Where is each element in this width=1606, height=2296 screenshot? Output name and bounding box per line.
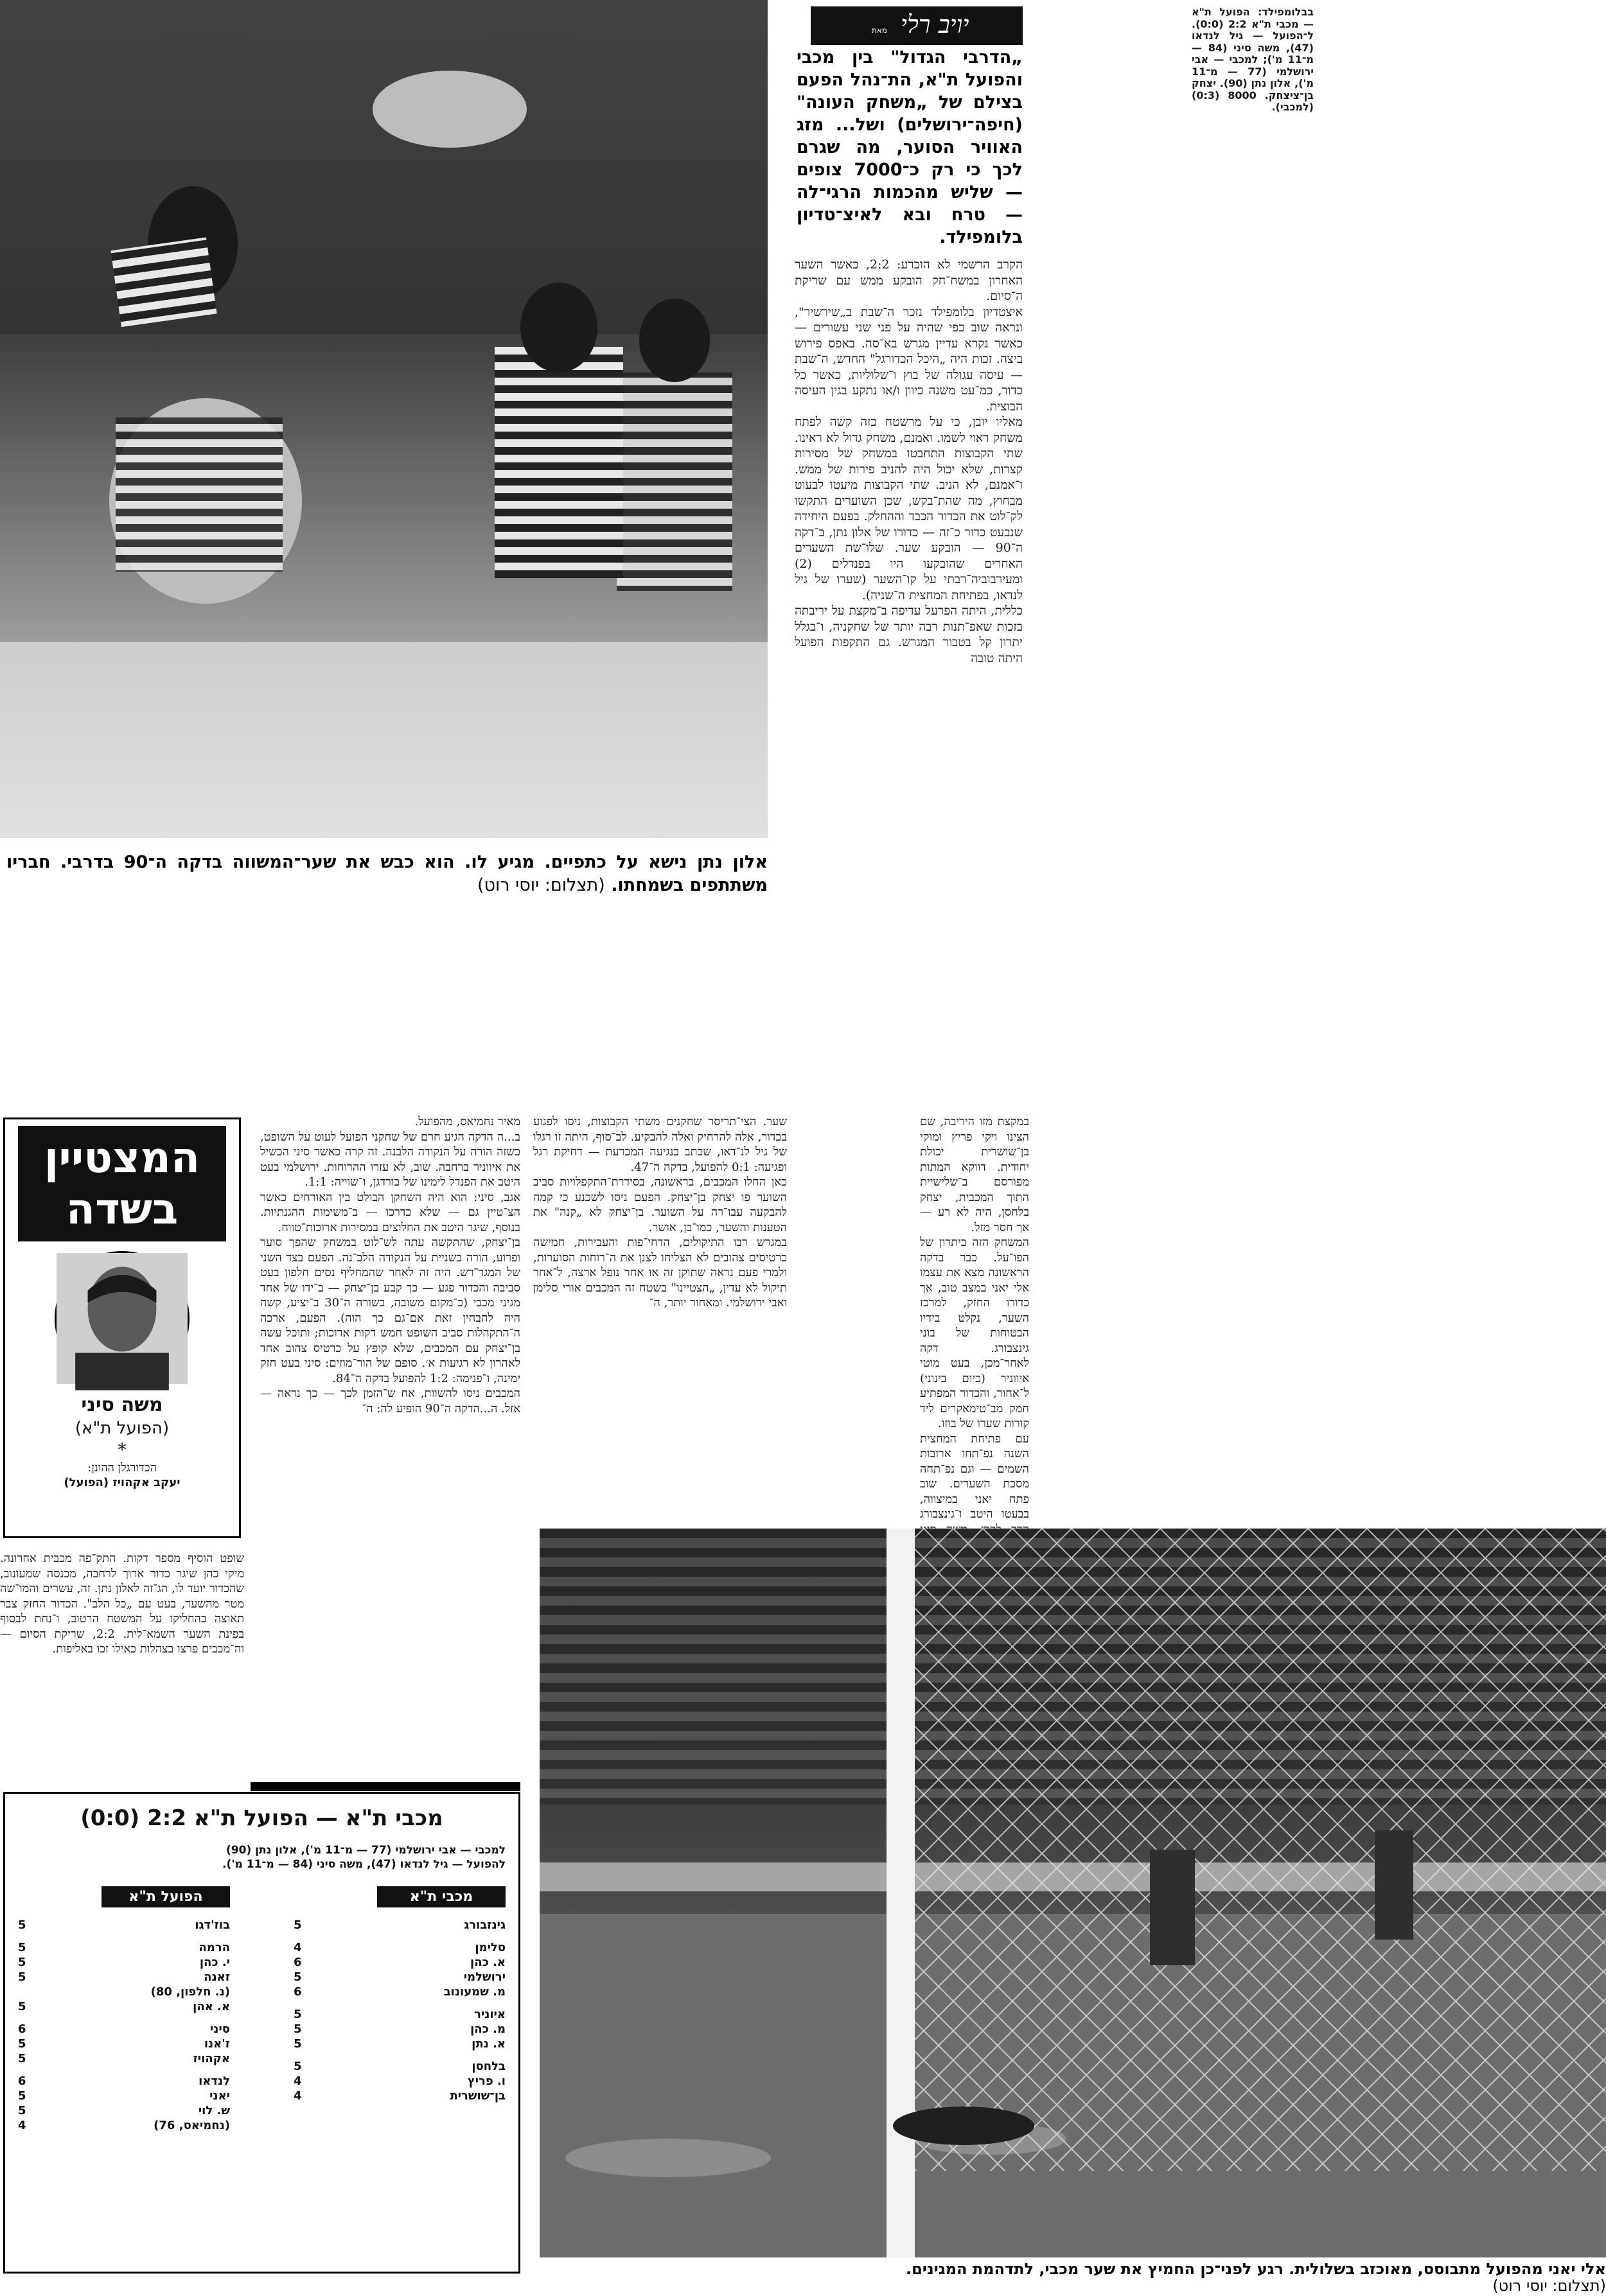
lineup-player-name: א. כהן: [470, 1956, 506, 1969]
lineup-row: [18, 2051, 230, 2066]
lineup-row: [18, 1999, 230, 2014]
lineup-player-score: 5: [18, 1941, 26, 1954]
lineup-player-name: הרמה: [199, 1941, 230, 1954]
score-box: [3, 1792, 520, 2274]
celebration-photo: [0, 0, 768, 838]
lineup-row: [294, 2007, 506, 2022]
lineup-row: [18, 2089, 230, 2103]
lineup-player-score: 6: [18, 2022, 26, 2036]
lineup-row: [294, 2022, 506, 2037]
lineup-row: [18, 2022, 230, 2037]
byline-handwritten: יויב רלי: [901, 10, 969, 39]
photo1-caption: אלון נתן נישא על כתפיים. מגיע לו. הוא כבש את שער־המשווה בדקה ה־90 בדרבי. חבריו משתתפים בשמחתו. (תצלום: יוסי רוט): [6, 852, 768, 895]
lineup-row: [294, 1932, 506, 1940]
photo2-credit: (תצלום: יוסי רוט): [1492, 2277, 1606, 2295]
lineup-player-score: 5: [18, 2052, 26, 2065]
hapoel-player-list: [18, 1918, 230, 2133]
lineup-player-name: א. אהן: [193, 2000, 230, 2013]
lineup-player-name: (נ. חלפון, 80): [150, 1985, 230, 1999]
lineup-player-name: בן־שושרית: [450, 2089, 506, 2103]
score-box-top-rule: [251, 1782, 520, 1791]
article-column-b: שער. הצי־תריסר שחקנים משתי הקבוצות, ניסו לפגוע בכדור, אלה להרחיק ואלה להבקיע. לב־סוף, היתה זו רגלו של גיל לנ־דאו, שכתב בנגיעה המכרעת — דחיקת רגל ופגיעה: 0:1 להפועל, בדקה ה־47. כאן החלו המכבים, בראשונה, בסידרת־התקפלויות סביב השוער פו יצחק בן־יצחק. הפעם ניסו לשכנע כי קמה להבקעה עבו־רה על השוער. בן־יצחק לא „קנה" את הטענות והשער, כמו־בן, אושר. במגרש רבו התיקולים, הדחי־פות והעבירות, חמישה כרטיסים צהובים לא הצליחו לצנן את ה־רוחות הסוערות, ולמרי פעם נראה שתוקן זה או אחר נופל ארצה, ל־אחר תיקול לא עדין, „הצטיינו" בשטח זה המכבים אורי סלימן ואבי ירושלמי. ומאחור יותר, ה־: [533, 1115, 787, 1310]
lineup-player-score: 5: [18, 2104, 26, 2117]
lineup-row: [18, 2103, 230, 2118]
lineup-player-score: 6: [294, 1956, 302, 1969]
hapoel-lineup: [18, 1886, 230, 2133]
maccabi-player-list: [294, 1918, 506, 2103]
lineup-player-score: 4: [18, 2119, 26, 2132]
lineup-row: [294, 2037, 506, 2051]
photo1-credit: (תצלום: יוסי רוט): [477, 875, 605, 895]
lineup-row: [18, 2037, 230, 2051]
lineup-player-score: 5: [294, 2037, 302, 2051]
lineup-row: [294, 1999, 506, 2007]
maccabi-header: מכבי ת"א: [377, 1886, 506, 1907]
coach-name: יעקב אקהויז (הפועל): [64, 1476, 181, 1489]
lineup-player-score: 4: [294, 2089, 302, 2103]
lineup-player-score: 5: [18, 2089, 26, 2103]
byline-prefix: מאת: [872, 26, 888, 35]
lineup-player-score: 6: [18, 2074, 26, 2088]
score-title: מכבי ת"א — הפועל ת"א 2:2 (0:0): [80, 1805, 443, 1831]
lineup-player-name: לנדאו: [199, 2074, 230, 2088]
lineup-player-name: י. כהן: [199, 1956, 230, 1969]
lineup-player-name: אקהויז: [193, 2052, 230, 2065]
standout-title-line1: המצטיין: [44, 1133, 200, 1182]
lineup-row: [18, 1985, 230, 1999]
player-name: משה סיני: [81, 1394, 163, 1416]
article-column-c: מאיר נחמיאס, מהפועל. ב...ה הדקה הגיע חרם של שחקני הפועל לעוט על השופט, כשזה הורה על הנקודה הלבנה. זה קרה כאשר סיני הכשיל את איווניר ברחבה. שוב, לא עזרו ההרוחות. ירושלמי בעט היטב את הפנדל לימינו של בורדגן, ו־שוייה: 1:1. אגב, סיני: הוא היה השחקן הבולט בין האורחים כאשר הצ־טיין גם — שלא כדרכו — ב־משימות ההגנתיות. בנוסף, שיגר היטב את החלוצים במסירות ארוכות־טווח. בן־יצחק, שהתקשה עתה לש־לוט במשחק שהפך סוער ופרוע, הורה בשניית על הנקודה הלב־נה. הפעם בצד השני של המגר־רש. היה זה לאחר שהמחליף נסים חלפון בעט סביבה והכדור פגע — כך קבע בן־יצחק — ב־ידו של אחד מגיני מכבי (כ־מקום משובה, בשורה ה־30 ב־יציע, קשה היה להבחין זאת אם־גם כך הוה). הפעם, ארכה ה־התקהלות סביב השופט חמש דקות ארוכות; ותוכל עשה בן־יצחק עם המכבים, שלא קופץ על כרטיס צהוב אחד לאהרון לא רגיעות א׳. סופם של הור־מוזים: סיני בעט חזק ימינה, ו־פנימה: 1:2 להפועל בדקה ה־84. המכבים ניסו להשוות, אח ש־הזמן לכך — כך נראה — אזל. ה...הדקה ה־90 הופיע לה: ה־: [260, 1115, 520, 1415]
lineup-player-name: יאני: [209, 2089, 230, 2103]
lineup-player-score: 5: [18, 1956, 26, 1969]
lineup-row: [18, 1955, 230, 1970]
coach-label: הכדורגלן ההונן:: [87, 1461, 157, 1475]
score-line-2: להפועל — גיל לנדאו (47), משה סיני (84 — מ־11 מ').: [222, 1858, 506, 1871]
lineup-row: [294, 1970, 506, 1985]
article-column-a: במקצת מזו היריבה, שם הצינו ויקי פריץ ומוקי בן־שושרית יכולת יחודית. דווקא המתות מפורסם ב־שלישיית התוך המכבית, יצחק בלחסן, היה לא רע — אך חסר מזל. המשחק הזה ביתרון של הפו־על. כבר בדקה הראשונה מצא את עצמו אלי יאני במצב טוב, אך כדורו החזק, למרכז השער, נקלט בידיו הבטוחות של בוני גינצבורג. דקה לאחר־מכן, בעט מוטי איווניר (כיום בינוני) ל־אחור, והכדור המפתיע חמק מב־טימאקרים ליד קורות שערו של בוזו. עם פתיחת המחצית השנה נפ־תחו ארובות השמים — וגם נפ־תחה מסכת השערים. שוב פתח יאני במיצווה, בבעטו היטב ו־גינצבורג: [920, 1115, 1029, 1521]
lineup-row: [18, 1940, 230, 1955]
lineup-player-score: 6: [294, 1985, 302, 1999]
standout-title: [18, 1126, 226, 1241]
lineup-row: [18, 2118, 230, 2133]
lineup-row: [294, 2089, 506, 2103]
lineup-player-score: 4: [294, 2074, 302, 2088]
hapoel-header: הפועל ת"א: [101, 1886, 230, 1907]
goal-net-photo: [540, 1529, 1606, 2257]
player-team: (הפועל ת"א): [75, 1419, 170, 1438]
lineup-player-score: 5: [294, 2060, 302, 2073]
lineup-player-name: איוניר: [474, 2008, 506, 2021]
lineup-player-score: 5: [294, 1918, 302, 1932]
article-column-d: שופט הוסיף מספר דקות. התק־פה מכבית אחרונה. מיקי כהן שיגר כדור ארוך לרחבה, מכנסה שמעונוב, שהכדור יועד לו, הג־זה לאלון נתן. זה, עשרים והמו־שה מטר מהשער, בעט עם „כל הלב". הכדור החזק צבר תאוצה בהחליקו על המשטח הרטוב, ו־נחת לבסוף בפינת השער השמא־לית. 2:2, שריקת הסיום — וה־מכבים פרצו בצהלות כאילו זכו באליפות.: [0, 1552, 245, 1656]
standout-player-box: [3, 1117, 241, 1538]
lineup-row: [294, 1955, 506, 1970]
lineup-player-name: מ. כהן: [470, 2022, 506, 2036]
standout-title-line2: בשדה: [66, 1184, 179, 1234]
summary-top: בבלומפילד: הפועל ת"א — מכבי ת"א 2:2 (0:0). ל־הפועל — גיל לנדאו (47), משה סיני (84 — מ־11 מ'); למכבי — אבי ירושלמי (77 — מ־11 מ'), אלון נתן (90). יצחק בן־ציצחק. 8000 (0:3) (למכבי).: [1192, 6, 1314, 113]
player-portrait: [55, 1251, 190, 1386]
lineup-player-name: בלחסן: [472, 2060, 506, 2073]
lineup-player-score: 5: [18, 2000, 26, 2013]
article-column-1: הקרב הרשמי לא הוכרע: 2:2, כאשר השער האחרון במשח־חק הובקע ממש עם שריקת ה־סיום. איצטדיון בלומפילד נזכר ה־שבת ב„שירשיר", ונראה שוב כפי שהיה על פני שני עשורים — כאשר נקרא עדיין מגרש בא־סה. באפס פירוש ביצה. זכות היה „היכל הכדורגל" החדש, ה־שבת — עיסה עגולה של בוץ ו־שלוליות, כאשר כל כדור, כמ־עט משנה כיוון ו/או נתקע בגין העיסה הבוצית. מאליו יובן, כי על מרשטח כזה קשה לפתח משחק ראוי לשמו. ואמנם, משחק גדול לא ראינו. שתי הקבוצות התחבטו במשחק של מסירות קצרות, שלא יכול היה להניב פירות של ממש. ו־אמנם, לא הניב. שתי הקבוצות מיעטו לבעוט מבחוץ, מה שהת־בקש, שכן השוערים התקשו לק־לוט את הכדור הכבד וההחלק. בפעם היחידה שנבעט כדור כ־זה — כדורו של אלון נתן, ב־דקה ה־90 — הובקע שער. שלו־שת השערים האחרים שהובקעו היו בפנדלים (2) ומעירבוביה־רבתי על קו־השער (שערו של גיל לנדאו, בפתיחת המחצית ה־שניה). כללית, היתה הפרעל עדיפה ב־מקצת על יריבתה בזכות שאפ־תנות רבה יותר של שחקניה, ו־בגלל יתרון קל בטבור המגרש. גם התקפות הפועל היתה טובה: [795, 258, 1023, 665]
byline-box: [811, 6, 1023, 45]
lineup-row: [18, 1970, 230, 1985]
star-separator: *: [118, 1441, 127, 1460]
lineup-row: [294, 1985, 506, 1999]
lineup-row: [294, 2059, 506, 2074]
lineup-row: [294, 2074, 506, 2089]
lineup-row: [294, 1918, 506, 1932]
maccabi-lineup: [294, 1886, 506, 2133]
lineup-player-name: גינזבורג: [464, 1918, 506, 1932]
lineup-row: [18, 1932, 230, 1940]
lineup-player-name: סלימן: [475, 1941, 506, 1954]
headline: „הדרבי הגדול" בין מכבי והפועל ת"א, הת־נהל הפעם בצילם של „משחק העונה" (חיפה־ירושלים) ושל... מזג האוויר הסוער, מה שגרם לכך כי רק כ־7000 צופים — שליש מהכמות הרגי־לה — טרח ובא לאיצ־טדיון בלומפילד.: [797, 48, 1023, 247]
lineup-row: [18, 2066, 230, 2074]
lineup-player-name: סיני: [210, 2022, 230, 2036]
lineup-player-name: בוז'דגו: [195, 1918, 230, 1932]
lineup-player-score: 5: [294, 1970, 302, 1984]
lineup-player-name: זאנה: [204, 1970, 230, 1984]
lineup-player-score: 5: [294, 2008, 302, 2021]
lineup-player-score: 5: [294, 2022, 302, 2036]
lineup-row: [18, 2014, 230, 2022]
lineup-player-score: 5: [18, 1918, 26, 1932]
lineup-player-name: ירושלמי: [463, 1970, 506, 1984]
photo2-caption: אלי יאני מהפועל מתבוסס, מאוכזב בשלולית. רגע לפני־כן החמיץ את שער מכבי, לתדהמת המגינים. (תצלום: יוסי רוט): [906, 2260, 1606, 2295]
lineup-player-name: ו. פריץ: [467, 2074, 506, 2088]
score-line-1: למכבי — אבי ירושלמי (77 — מ־11 מ'), אלון נתן (90): [225, 1844, 506, 1857]
lineup-player-score: 5: [18, 2037, 26, 2051]
lineup-row: [294, 2051, 506, 2059]
lineup-row: [18, 1918, 230, 1932]
lineup-row: [294, 1940, 506, 1955]
lineup-player-name: (נחמיאס, 76): [154, 2119, 230, 2132]
lineup-player-name: ז'אנו: [204, 2037, 230, 2051]
lineup-player-score: 4: [294, 1941, 302, 1954]
lineup-row: [18, 2074, 230, 2089]
lineup-player-name: מ. שמעונוב: [443, 1985, 506, 1999]
lineup-player-name: א. נתן: [472, 2037, 506, 2051]
lineup-player-score: 5: [18, 1970, 26, 1984]
lineup-player-name: ש. לוי: [198, 2104, 230, 2117]
